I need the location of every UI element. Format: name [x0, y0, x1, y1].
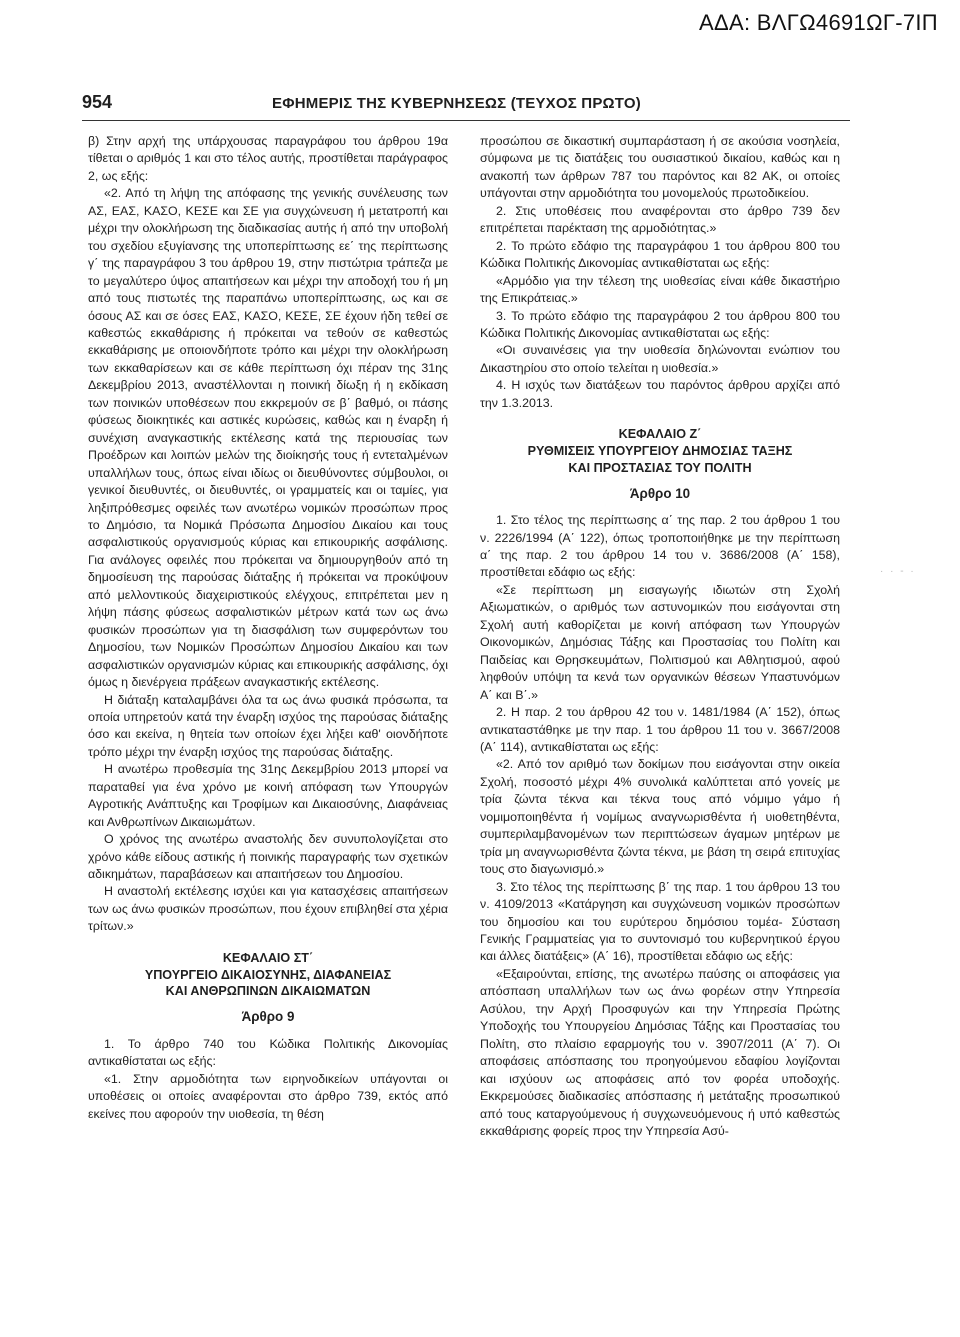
page-header [82, 92, 850, 113]
chapter-title-line: ΚΑΙ ΑΝΘΡΩΠΙΝΩΝ ΔΙΚΑΙΩΜΑΤΩΝ [165, 984, 371, 999]
header-rule [82, 120, 850, 121]
paragraph: 3. Το πρώτο εδάφιο της παραγράφου 2 του άρθρου 800 του Κώδικα Πολιτικής Δικονομίας αντικαθίσταται ως εξής: [480, 308, 840, 340]
left-column [88, 133, 448, 1123]
paragraph: 3. Στο τέλος της περίπτωσης β΄ της παρ. 1 του άρθρου 13 του ν. 4109/2013 «Κατάργηση και συγχώνευση νομικών προσώπων του δημοσίου και του ευρύτερου δημόσιου τομέα- Σύσταση Γενικής Γραμματείας για το συντονισμό του κυβερνητικού έργου και άλλες διατάξεις» (Α΄ 16), προστίθεται εδάφιο ως εξής: [480, 879, 840, 964]
paragraph: Η διάταξη καταλαμβάνει όλα τα ως άνω φυσικά πρόσωπα, τα οποία υπηρετούν κατά την έναρξη ισχύος της παρούσας διάταξης όσο και εκείνα, η θητεία των οποίων έχει λήξει καθ' οιονδήποτε τρόπο μέχρι την έναρξη ισχύος της παρούσας διάταξης. [88, 692, 448, 759]
margin-marks: · · - · [880, 566, 916, 577]
chapter-number: ΚΕΦΑΛΑΙΟ ΣΤ΄ [222, 950, 314, 965]
paragraph: «Σε περίπτωση μη εισαγωγής ιδιωτών στη Σχολή Αξιωματικών, ο αριθμός των αστυνομικών που εισάγονται στη Σχολή αυτή καθορίζεται με κοινή απόφαση των Υπουργών Οικονομικών, Δημόσιας Τάξης και Προστασίας του Πολίτη και Παιδείας και Θρησκευμάτων, Πολιτισμού και Αθλητισμού, αφού ληφθούν υπόψη τα κενά των οργανικών θέσεων Υπαστυνόμων Α΄ και Β΄.» [480, 582, 840, 702]
paragraph: Η αναστολή εκτέλεσης ισχύει και για κατασχέσεις απαιτήσεων των ως άνω φυσικών προσώπων, που έχουν επιβληθεί στα χέρια τρίτων.» [88, 884, 448, 934]
paragraph: «Αρμόδιο για την τέλεση της υιοθεσίας είναι κάθε δικαστήριο της Επικράτειας.» [480, 273, 840, 306]
ada-code: ΑΔΑ: ΒΛΓΩ4691ΩΓ-7ΙΠ [699, 10, 938, 35]
paragraph: «Εξαιρούνται, επίσης, της ανωτέρω παύσης οι αποφάσεις για απόσπαση υπαλλήλων των ως άνω φορέων στην Υπηρεσία Ασύλου, την Αρχή Προσφυγών και την Υπηρεσία Πρώτης Υποδοχής του Υπουργείου Δημόσιας Τάξης και Προστασίας του Πολίτη, στο πλαίσιο εφαρμογής του ν. 3907/2011 (Α΄ 7). Οι αποφάσεις απόσπασης του προηγούμενου εδαφίου λογίζονται και ισχύουν ως αποφάσεις από τον φορέα υποδοχής. Εκκρεμούσες διαδικασίες απόσπασης ή μετάταξης προσωπικού από τους καταργούμενους ή συγχωνευόμενους ή υπό καθεστώς εκκαθάρισης φορείς προς την Υπηρεσία Ασύ- [480, 966, 840, 1138]
article-heading: Άρθρο 9 [241, 1009, 295, 1025]
chapter-title-line: ΚΑΙ ΠΡΟΣΤΑΣΙΑΣ ΤΟΥ ΠΟΛΙΤΗ [568, 460, 752, 475]
paragraph: β) Στην αρχή της υπάρχουσας παραγράφου του άρθρου 19α τίθεται ο αριθμός 1 και στο τέλος αυτής, προστίθεται παράγραφος 2, ως εξής: [88, 134, 448, 183]
paragraph: 1. Στο τέλος της περίπτωσης α΄ της παρ. 2 του άρθρου 1 του ν. 2226/1994 (Α΄ 122), όπως τροποποιήθηκε με την περίπτωση α΄ της παρ. 2 του άρθρου 14 του ν. 3686/2008 (Α΄ 158), προστίθεται εδάφιο ως εξής: [480, 513, 840, 580]
chapter-number: ΚΕΦΑΛΑΙΟ Ζ΄ [618, 427, 702, 442]
gazette-title: ΕΦΗΜΕΡΙΣ ΤΗΣ ΚΥΒΕΡΝΗΣΕΩΣ (ΤΕΥΧΟΣ ΠΡΩΤΟ) [272, 95, 641, 112]
article-heading: Άρθρο 10 [629, 485, 691, 501]
chapter-title-line: ΡΥΘΜΙΣΕΙΣ ΥΠΟΥΡΓΕΙΟΥ ΔΗΜΟΣΙΑΣ ΤΑΞΗΣ [527, 444, 793, 459]
right-column [480, 133, 840, 1140]
paragraph: «1. Στην αρμοδιότητα των ειρηνοδικείων υπάγονται οι υποθέσεις οι οποίες αναφέρονται στο άρθρο 739, εκτός από εκείνες που αφορούν την υιοθεσία, τη θέση [88, 1071, 448, 1121]
paragraph: Η ανωτέρω προθεσμία της 31ης Δεκεμβρίου 2013 μπορεί να παραταθεί για ένα χρόνο με κοινή απόφαση των Υπουργών Αγροτικής Ανάπτυξης και Τροφίμων και Δικαιοσύνης, Διαφάνειας και Ανθρωπίνων Δικαιωμάτων. [88, 762, 448, 829]
chapter-heading [88, 950, 448, 1000]
paragraph: προσώπου σε δικαστική συμπαράσταση ή σε ακούσια νοσηλεία, σύμφωνα με τις διατάξεις του ουσιαστικού δικαίου, καθώς και η ανακοπή των άρθρων 787 του παρόντος και 82 ΑΚ, οι οποίες υπάγονται στην αρμοδιότητα του μονομελούς πρωτοδικείου. [480, 134, 840, 201]
paragraph: 2. Το πρώτο εδάφιο της παραγράφου 1 του άρθρου 800 του Κώδικα Πολιτικής Δικονομίας αντικαθίσταται ως εξής: [480, 238, 840, 271]
chapter-heading [480, 426, 840, 476]
paragraph: «Οι συναινέσεις για την υιοθεσία δηλώνονται ενώπιον του Δικαστηρίου στο οποίο τελείται η υιοθεσία.» [480, 343, 840, 375]
paragraph: 4. Η ισχύς των διατάξεων του παρόντος άρθρου αρχίζει από την 1.3.2013. [480, 378, 840, 410]
paragraph: «2. Από τον αριθμό των δοκίμων που εισάγονται στην οικεία Σχολή, ποσοστό μέχρι 4% συνολικά καλύπτεται από γονείς με τρία ζώντα τέκνα και τέκνα τους από νόμιμο γάμο ή νομιμοποιηθέντα ή νομίμως αναγνωρισθέντα ή υιοθετηθέντα, συμπεριλαμβανομένων των περιπτώσεων άγαμων μητέρων με τρία μη αναγνωρισθέντα ζώντα τέκνα, με βάση τη σειρά επιτυχίας τους στο διαγωνισμό.» [480, 757, 840, 877]
paragraph: «2. Από τη λήψη της απόφασης της γενικής συνέλευσης των ΑΣ, ΕΑΣ, ΚΑΣΟ, ΚΕΣΕ και ΣΕ για συγχώνευση ή μετατροπή και μέχρι την ολοκλήρωση της διαδικασίας αυτής ή από την υποβολή του σχεδίου εξυγίανσης της υποπερίπτωσης εε΄ της περίπτωσης γ΄ της παραγράφου 3 του άρθρου 19, στην πιστώτρια τράπεζα με το μεγαλύτερο ύψος απαιτήσεων και μέχρι την αποδοχή του ή μη από τους πιστωτές της παραπάνω υποπερίπτωσης, ως και σε όσους ΑΣ και σε όσες ΕΑΣ, ΚΑΣΟ, ΚΕΣΕ, ΣΕ έχουν ήδη τεθεί σε καθεστώς εκκαθάρισης ή πρόκειται να τεθούν σε καθεστώς εκκαθάρισης με οποιονδήποτε τρόπο και μέχρι την ολοκλήρωση των εκκαθαρίσεων και σε κάθε περίπτωση όχι πέραν της 31ης Δεκεμβρίου 2013, αναστέλλονται η ποινική δίωξη ή η εκδίκαση των ποινικών υποθέσεων που εκκρεμούν σε β΄ βαθμό, οι πάσης φύσεως διοικητικές και αστικές κυρώσεις, καθώς και η έναρξη ή συνέχιση αναγκαστικής εκτέλεσης κατά της περιουσίας των Προέδρων και λοιπών μελών της διοίκησής τους ή εντεταλμένων υπαλλήλων τους, όπως είναι ιδίως οι διευθύνοντες σύμβουλοι, οι γενικοί διευθυντές, οι διευθυντές, οι γραμματείς και οι ταμίες, για ληξιπρόθεσμες οφειλές των ανωτέρω νομικών προσώπων προς το Δημόσιο, τα Νομικά Πρόσωπα Δημοσίου Δικαίου και τους ασφαλιστικούς οργανισμούς κύριας και επικουρικής ασφάλισης. Για ανάλογες οφειλές που πρόκειται να δημιουργηθούν από τη δημοσίευση της παρούσας διάταξης ή πρόκειται να προκύψουν από μελλοντικούς διαχειριστικούς ελέγχους, επιτρέπεται μεν η λήψη πάσης φύσεως ασφαλιστικών μέτρων κατά των ως άνω φυσικών προσώπων για τη διασφάλιση των συμφερόντων του Δημοσίου, των Νομικών Προσώπων Δημοσίου Δικαίου και των ασφαλιστικών οργανισμών κύριας και επικουρικής ασφάλισης, όχι όμως η διενέργεια πράξεων αναγκαστικής εκτέλεσης. [88, 186, 448, 690]
paragraph: 2. Στις υποθέσεις που αναφέρονται στο άρθρο 739 δεν επιτρέπεται παρέκταση της αρμοδιότητας.» [480, 203, 840, 236]
page-number: 954 [82, 92, 113, 112]
chapter-title-line: ΥΠΟΥΡΓΕΙΟ ΔΙΚΑΙΟΣΥΝΗΣ, ΔΙΑΦΑΝΕΙΑΣ [144, 967, 392, 982]
paragraph: Ο χρόνος της ανωτέρω αναστολής δεν συνυπολογίζεται στο χρόνο κάθε είδους αστικής ή ποινικής παραγραφής των σχετικών αδικημάτων, παραβάσεων και απαιτήσεων του Δημοσίου. [88, 832, 448, 882]
paragraph: 1. Το άρθρο 740 του Κώδικα Πολιτικής Δικονομίας αντικαθίσταται ως εξής: [88, 1036, 448, 1069]
paragraph: 2. Η παρ. 2 του άρθρου 42 του ν. 1481/1984 (Α΄ 152), όπως αντικαταστάθηκε με την παρ. 1 του άρθρου 11 του ν. 3667/2008 (Α΄ 114), αντικαθίσταται ως εξής: [480, 705, 840, 754]
